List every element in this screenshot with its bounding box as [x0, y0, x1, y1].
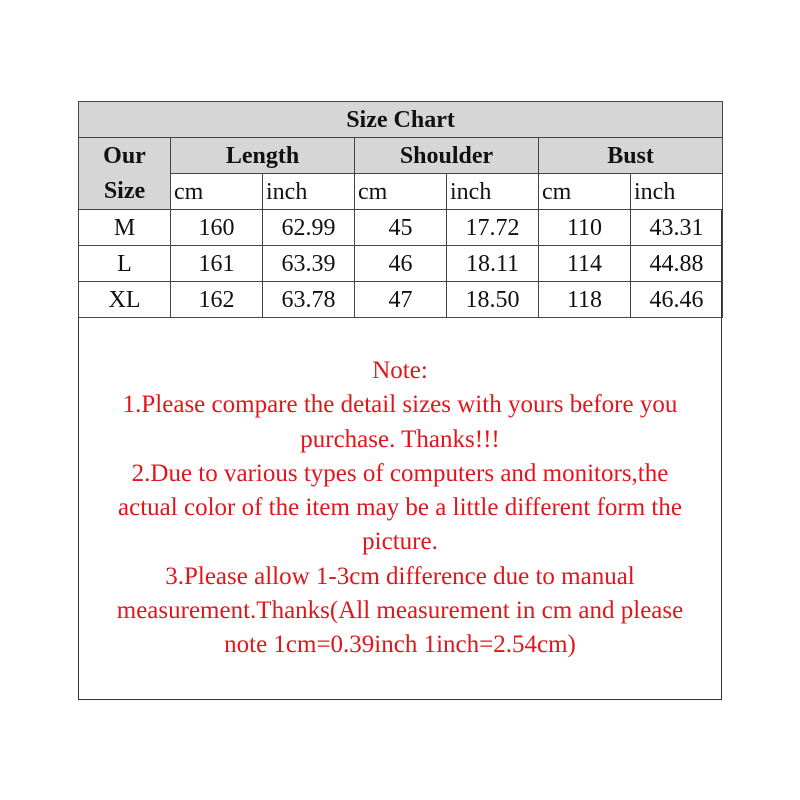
- size-cell: M: [79, 210, 171, 246]
- group-header-length: Length: [171, 138, 355, 174]
- shoulder-cm-cell: 46: [355, 246, 447, 282]
- length-inch-cell: 63.78: [263, 282, 355, 318]
- size-chart-table: [78, 101, 723, 318]
- bust-cm-cell: 110: [539, 210, 631, 246]
- length-cm-cell: 162: [171, 282, 263, 318]
- size-column-header: [79, 138, 171, 210]
- size-cell: L: [79, 246, 171, 282]
- length-inch-cell: 62.99: [263, 210, 355, 246]
- size-header-label: Our Size: [103, 142, 146, 204]
- group-header-bust: Bust: [539, 138, 723, 174]
- group-header-shoulder: Shoulder: [355, 138, 539, 174]
- table-row: [79, 210, 723, 246]
- length-cm-cell: 161: [171, 246, 263, 282]
- unit-inch: inch: [447, 174, 539, 210]
- length-inch-cell: 63.39: [263, 246, 355, 282]
- shoulder-inch-cell: 18.50: [447, 282, 539, 318]
- table-row: [79, 282, 723, 318]
- shoulder-inch-cell: 17.72: [447, 210, 539, 246]
- unit-cm: cm: [355, 174, 447, 210]
- unit-cm: cm: [539, 174, 631, 210]
- unit-inch: inch: [263, 174, 355, 210]
- shoulder-cm-cell: 47: [355, 282, 447, 318]
- unit-cm: cm: [171, 174, 263, 210]
- bust-inch-cell: 46.46: [631, 282, 723, 318]
- bust-inch-cell: 43.31: [631, 210, 723, 246]
- bust-inch-cell: 44.88: [631, 246, 723, 282]
- table-row: [79, 246, 723, 282]
- shoulder-cm-cell: 45: [355, 210, 447, 246]
- length-cm-cell: 160: [171, 210, 263, 246]
- unit-inch: inch: [631, 174, 723, 210]
- bust-cm-cell: 118: [539, 282, 631, 318]
- note-text: Note: 1.Please compare the detail sizes with yours before you purchase. Thanks!!! 2.Due to various types of computers and monitors,the actual color of the item may be a little different form the picture. 3.Please allow 1-3cm difference due to manual measurement.Thanks(All measurement in cm and please note 1cm=0.39inch 1inch=2.54cm): [116, 357, 684, 659]
- size-cell: XL: [79, 282, 171, 318]
- chart-title: Size Chart: [79, 102, 723, 138]
- shoulder-inch-cell: 18.11: [447, 246, 539, 282]
- bust-cm-cell: 114: [539, 246, 631, 282]
